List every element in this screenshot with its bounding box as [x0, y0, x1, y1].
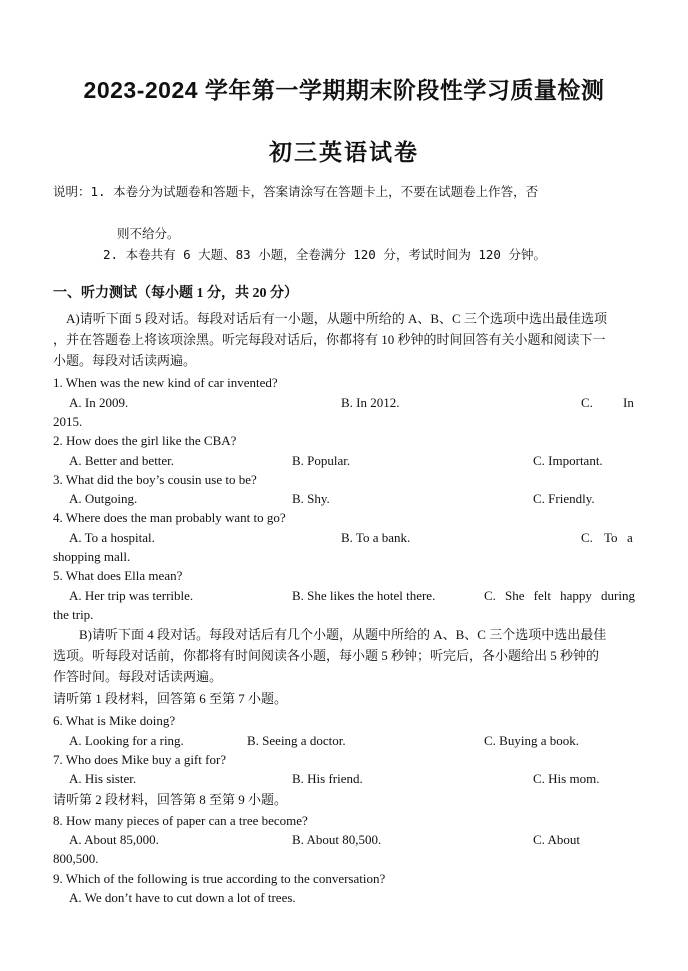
question-6: 6. What is Mike doing? — [53, 713, 176, 728]
q6-option-b: B. Seeing a doctor. — [247, 733, 346, 748]
q3-option-b: B. Shy. — [292, 491, 330, 506]
material-2-heading: 请听第 2 段材料，回答第 8 至第 9 小题。 — [53, 792, 288, 807]
exam-subtitle: 初三英语试卷 — [269, 139, 419, 165]
part-b-instruction-3: 作答时间。每段对话读两遍。 — [53, 669, 223, 684]
q9-option-a: A. We don’t have to cut down a lot of trees. — [69, 890, 296, 905]
question-9: 9. Which of the following is true according to the conversation? — [53, 871, 386, 886]
q5-option-a: A. Her trip was terrible. — [69, 588, 194, 603]
q8-option-b: B. About 80,500. — [292, 832, 382, 847]
q4-option-c-wrap: shopping mall. — [53, 549, 131, 564]
q1-option-c-text: In — [623, 395, 634, 410]
note-line-1: 说明：1. 本卷分为试题卷和答题卡，答案请涂写在答题卡上，不要在试题卷上作答，否 — [53, 184, 539, 199]
q6-option-c: C. Buying a book. — [484, 733, 579, 748]
q4-option-c-label: C. — [581, 530, 593, 545]
question-4: 4. Where does the man probably want to go? — [53, 510, 286, 525]
note-line-2: 2. 本卷共有 6 大题、83 小题，全卷满分 120 分，考试时间为 120 分钟。 — [103, 247, 546, 262]
part-a-instruction-1: A)请听下面 5 段对话。每段对话后有一小题，从题中所给的 A、B、C 三个选项中选出最佳选项 — [66, 311, 607, 326]
q1-option-c-label: C. — [581, 395, 593, 410]
q6-option-a: A. Looking for a ring. — [69, 733, 184, 748]
question-7: 7. Who does Mike buy a gift for? — [53, 752, 227, 767]
q3-option-c: C. Friendly. — [533, 491, 595, 506]
part-a-instruction-3: 小题。每段对话读两遍。 — [53, 353, 197, 368]
q7-option-a: A. His sister. — [69, 771, 137, 786]
q4-option-c-word2: a — [627, 530, 633, 545]
question-1: 1. When was the new kind of car invented? — [53, 375, 278, 390]
part-a-instruction-2: ，并在答题卷上将该项涂黑。听完每段对话后，你都将有 10 秒钟的时间回答有关小题和阅读下一 — [53, 332, 606, 347]
q8-option-a: A. About 85,000. — [69, 832, 159, 847]
question-2: 2. How does the girl like the CBA? — [53, 433, 237, 448]
material-1-heading: 请听第 1 段材料，回答第 6 至第 7 小题。 — [53, 691, 288, 706]
q5-option-c: C. She felt happy during — [484, 588, 635, 603]
q7-option-b: B. His friend. — [292, 771, 363, 786]
q5-option-c-wrap: the trip. — [53, 607, 94, 622]
q4-option-a: A. To a hospital. — [69, 530, 155, 545]
q4-option-b: B. To a bank. — [341, 530, 411, 545]
question-8: 8. How many pieces of paper can a tree become? — [53, 813, 308, 828]
q7-option-c: C. His mom. — [533, 771, 600, 786]
q8-option-c: C. About — [533, 832, 580, 847]
q5-option-b: B. She likes the hotel there. — [292, 588, 436, 603]
q1-option-a: A. In 2009. — [69, 395, 129, 410]
q4-option-c-word1: To — [604, 530, 618, 545]
part-b-instruction-1: B)请听下面 4 段对话。每段对话后有几个小题，从题中所给的 A、B、C 三个选项中选出最佳 — [79, 627, 607, 642]
q1-option-c-wrap: 2015. — [53, 414, 83, 429]
exam-title: 2023-2024 学年第一学期期末阶段性学习质量检测 — [83, 77, 605, 103]
part-b-instruction-2: 选项。听每段对话前，你都将有时间阅读各小题，每小题 5 秒钟；听完后，各小题给出 5 秒钟的 — [53, 648, 600, 663]
q2-option-b: B. Popular. — [292, 453, 351, 468]
q2-option-c: C. Important. — [533, 453, 603, 468]
q8-option-c-wrap: 800,500. — [53, 851, 99, 866]
question-3: 3. What did the boy’s cousin use to be? — [53, 472, 257, 487]
question-5: 5. What does Ella mean? — [53, 568, 183, 583]
note-line-1-continued: 则不给分。 — [117, 226, 180, 241]
section-heading: 一、听力测试（每小题 1 分，共 20 分） — [53, 286, 298, 301]
q3-option-a: A. Outgoing. — [69, 491, 138, 506]
q2-option-a: A. Better and better. — [69, 453, 175, 468]
q1-option-b: B. In 2012. — [341, 395, 400, 410]
